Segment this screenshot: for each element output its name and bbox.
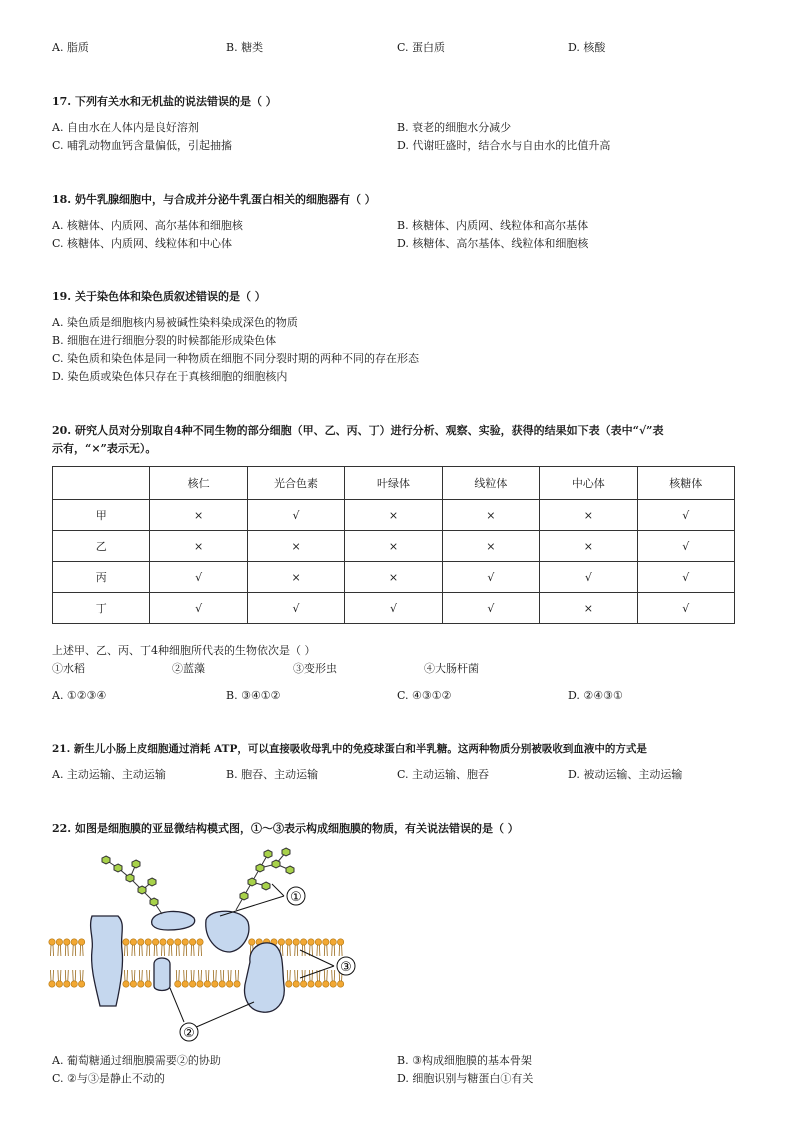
q19-option-b[interactable]: B. 细胞在进行细胞分裂的时候都能形成染色体 (52, 334, 277, 347)
q22-option-b[interactable]: B. ③构成细胞膜的基本骨架 (397, 1054, 532, 1067)
q19-option-d[interactable]: D. 染色质或染色体只存在于真核细胞的细胞核内 (52, 370, 288, 383)
table-cell: × (442, 531, 539, 562)
q16-option-b[interactable]: B. 糖类 (226, 41, 264, 54)
phospholipid (226, 970, 232, 987)
q22-option-c[interactable]: C. ②与③是静止不动的 (52, 1072, 165, 1085)
q18-option-d[interactable]: D. 核糖体、高尔基体、线粒体和细胞核 (397, 237, 589, 250)
table-row (53, 531, 735, 562)
phospholipid (152, 939, 158, 956)
table-row (53, 562, 735, 593)
phospholipid (78, 970, 84, 987)
q18-option-b[interactable]: B. 核糖体、内质网、线粒体和高尔基体 (397, 219, 589, 232)
phospholipid (56, 939, 62, 956)
q20-organism-1: ①水稻 (52, 662, 85, 675)
phospholipid (197, 970, 203, 987)
table-cell: √ (540, 562, 637, 593)
phospholipid (71, 939, 77, 956)
q18-option-c[interactable]: C. 核糖体、内质网、线粒体和中心体 (52, 237, 233, 250)
phospholipid (123, 939, 129, 956)
phospholipid (323, 939, 329, 956)
table-cell: √ (442, 562, 539, 593)
table-cell: √ (247, 500, 344, 531)
label-1: ① (290, 890, 302, 905)
table-cell: 乙 (53, 531, 150, 562)
q20-organism-3: ③变形虫 (293, 662, 337, 675)
q17-option-b[interactable]: B. 衰老的细胞水分减少 (397, 121, 512, 134)
q17-stem: 17. 下列有关水和无机盐的说法错误的是（ ） (52, 95, 277, 108)
phospholipid (123, 970, 129, 987)
q20-organism-2: ②蓝藻 (172, 662, 205, 675)
q17-option-d[interactable]: D. 代谢旺盛时，结合水与自由水的比值升高 (397, 139, 611, 152)
table-cell: √ (150, 593, 247, 624)
phospholipid (219, 970, 225, 987)
table-header-cell (53, 467, 150, 500)
q20-option-b[interactable]: B. ③④①② (226, 689, 281, 702)
glycolipid-sugar-chain (102, 856, 162, 914)
table-cell: × (442, 500, 539, 531)
q21-option-c[interactable]: C. 主动运输、胞吞 (397, 768, 490, 781)
phospholipid (49, 970, 55, 987)
embedded-protein (154, 958, 170, 991)
phospholipid (293, 970, 299, 987)
cell-structure-table (52, 466, 735, 624)
phospholipid (130, 970, 136, 987)
q17-option-a[interactable]: A. 自由水在人体内是良好溶剂 (52, 121, 199, 134)
phospholipid (308, 939, 314, 956)
table-cell: × (345, 531, 442, 562)
table-cell: × (247, 562, 344, 593)
phospholipid (189, 939, 195, 956)
table-cell: √ (247, 593, 344, 624)
glycoprotein-sugar-chain (236, 848, 294, 910)
q20-follow-up: 上述甲、乙、丙、丁4种细胞所代表的生物依次是（ ） (52, 644, 316, 657)
phospholipid (286, 939, 292, 956)
q19-stem: 19. 关于染色体和染色质叙述错误的是（ ） (52, 290, 266, 303)
cell-membrane-diagram (44, 838, 374, 1048)
phospholipid (138, 970, 144, 987)
table-row (53, 593, 735, 624)
phospholipid (212, 970, 218, 987)
table-cell: × (150, 500, 247, 531)
table-row (53, 500, 735, 531)
phospholipid (293, 939, 299, 956)
q20-stem-line2: 示有，“×”表示无）。 (52, 442, 157, 455)
q20-option-c[interactable]: C. ④③①② (397, 689, 452, 702)
table-header-cell: 中心体 (540, 467, 637, 500)
table-cell: × (345, 500, 442, 531)
phospholipid (337, 939, 343, 956)
q22-option-a[interactable]: A. 葡萄糖通过细胞膜需要②的协助 (52, 1054, 221, 1067)
transmembrane-protein (91, 916, 123, 1006)
phospholipid (130, 939, 136, 956)
phospholipid (300, 939, 306, 956)
glycoprotein (206, 911, 249, 952)
phospholipid (189, 970, 195, 987)
q16-option-a[interactable]: A. 脂质 (52, 41, 89, 54)
phospholipid (64, 970, 70, 987)
q20-organism-4: ④大肠杆菌 (424, 662, 479, 675)
phospholipid (197, 939, 203, 956)
q18-stem: 18. 奶牛乳腺细胞中，与合成并分泌牛乳蛋白相关的细胞器有（ ） (52, 193, 376, 206)
q20-option-d[interactable]: D. ②④③① (568, 689, 623, 702)
phospholipid (204, 970, 210, 987)
phospholipid (315, 939, 321, 956)
table-cell: × (540, 500, 637, 531)
phospholipid (175, 939, 181, 956)
phospholipid (300, 970, 306, 987)
q18-option-a[interactable]: A. 核糖体、内质网、高尔基体和细胞核 (52, 219, 243, 232)
phospholipid (286, 970, 292, 987)
phospholipid (160, 939, 166, 956)
q21-option-a[interactable]: A. 主动运输、主动运输 (52, 768, 166, 781)
phospholipid (167, 939, 173, 956)
q21-stem: 21. 新生儿小肠上皮细胞通过消耗 ATP，可以直接吸收母乳中的免疫球蛋白和半乳糖。这两种物质分别被吸收到血液中的方式是 (52, 743, 647, 755)
table-cell: √ (637, 531, 734, 562)
table-header-cell: 线粒体 (442, 467, 539, 500)
table-cell: × (540, 531, 637, 562)
table-cell: √ (150, 562, 247, 593)
phospholipid (49, 939, 55, 956)
q16-option-c[interactable]: C. 蛋白质 (397, 41, 446, 54)
q20-option-a[interactable]: A. ①②③④ (52, 689, 107, 702)
table-cell: 甲 (53, 500, 150, 531)
table-cell: 丁 (53, 593, 150, 624)
carrier-protein (245, 943, 285, 1012)
table-cell: × (345, 562, 442, 593)
phospholipid (330, 970, 336, 987)
table-header-row (53, 467, 735, 500)
table-cell: √ (345, 593, 442, 624)
q21-option-b[interactable]: B. 胞吞、主动运输 (226, 768, 319, 781)
q17-option-c[interactable]: C. 哺乳动物血钙含量偏低，引起抽搐 (52, 139, 233, 152)
table-cell: √ (637, 562, 734, 593)
table-header-cell: 光合色素 (247, 467, 344, 500)
label-3: ③ (340, 960, 352, 975)
phospholipid (182, 970, 188, 987)
q22-option-d[interactable]: D. 细胞识别与糖蛋白①有关 (397, 1072, 534, 1085)
table-header-cell: 核仁 (150, 467, 247, 500)
table-cell: √ (442, 593, 539, 624)
table-cell: × (540, 593, 637, 624)
table-cell: 丙 (53, 562, 150, 593)
q20-stem-line1: 20. 研究人员对分别取自4种不同生物的部分细胞（甲、乙、丙、丁）进行分析、观察、实验，获得的结果如下表（表中“√”表 (52, 424, 664, 437)
q22-stem: 22. 如图是细胞膜的亚显微结构模式图，①～③表示构成细胞膜的物质，有关说法错误的是（ ） (52, 822, 519, 835)
peripheral-protein (152, 911, 195, 930)
q16-option-d[interactable]: D. 核酸 (568, 41, 606, 54)
phospholipid (145, 939, 151, 956)
phospholipid (330, 939, 336, 956)
table-cell: × (247, 531, 344, 562)
phospholipid (308, 970, 314, 987)
q21-option-d[interactable]: D. 被动运输、主动运输 (568, 768, 683, 781)
phospholipid (182, 939, 188, 956)
phospholipid (64, 939, 70, 956)
table-cell: √ (637, 593, 734, 624)
q19-option-a[interactable]: A. 染色质是细胞核内易被碱性染料染成深色的物质 (52, 316, 298, 329)
table-header-cell: 叶绿体 (345, 467, 442, 500)
phospholipid (138, 939, 144, 956)
phospholipid (323, 970, 329, 987)
table-cell: √ (637, 500, 734, 531)
table-cell: × (150, 531, 247, 562)
label-2: ② (183, 1026, 195, 1041)
phospholipid (56, 970, 62, 987)
phospholipid (145, 970, 151, 987)
phospholipid (71, 970, 77, 987)
q19-option-c[interactable]: C. 染色质和染色体是同一种物质在细胞不同分裂时期的两种不同的存在形态 (52, 352, 420, 365)
phospholipid (175, 970, 181, 987)
table-header-cell: 核糖体 (637, 467, 734, 500)
phospholipid (78, 939, 84, 956)
phospholipid (234, 970, 240, 987)
